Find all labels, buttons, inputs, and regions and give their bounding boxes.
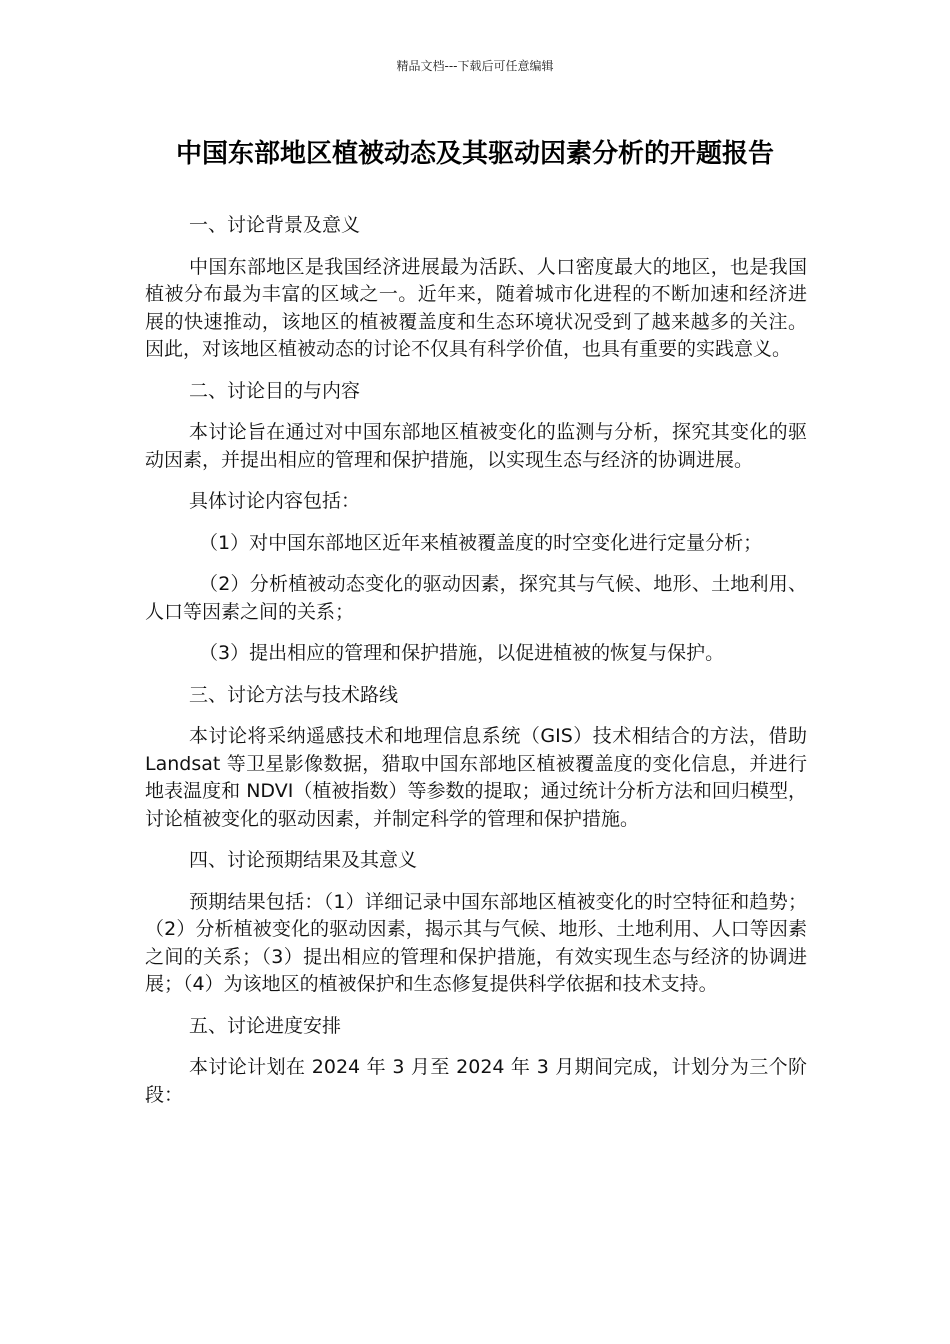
section-heading-methods: 三、讨论方法与技术路线 <box>189 683 399 706</box>
section-heading-purpose: 二、讨论目的与内容 <box>189 379 361 402</box>
paragraph-content-intro: 具体讨论内容包括： <box>189 490 361 512</box>
paragraph-purpose: 本讨论旨在通过对中国东部地区植被变化的监测与分析，探究其变化的驱动因素，并提出相应的管理和保护措施，以实现生态与经济的协调进展。 <box>145 421 807 471</box>
list-item-3: （3）提出相应的管理和保护措施，以促进植被的恢复与保护。 <box>199 642 725 664</box>
document-title: 中国东部地区植被动态及其驱动因素分析的开题报告 <box>175 139 774 169</box>
paragraph-background: 中国东部地区是我国经济进展最为活跃、人口密度最大的地区，也是我国植被分布最为丰富的区域之一。近年来，随着城市化进程的不断加速和经济进展的快速推动，该地区的植被覆盖度和生态环境状况受到了越来越多的关注。因此，对该地区植被动态的讨论不仅具有科学价值，也具有重要的实践意义。 <box>145 255 807 360</box>
page-header: 精品文档---下载后可任意编辑 <box>396 59 554 73</box>
section-heading-results: 四、讨论预期结果及其意义 <box>189 849 418 871</box>
paragraph-methods: 本讨论将采纳遥感技术和地理信息系统（GIS）技术相结合的方法，借助 Landsat 等卫星影像数据，猎取中国东部地区植被覆盖度的变化信息，并进行地表温度和 NDVI（植被指数）等参数的提取；通过统计分析方法和回归模型，讨论植被变化的驱动因素，并制定科学的管理和保护措施。 <box>145 725 807 830</box>
paragraph-schedule: 本讨论计划在 2024 年 3 月至 2024 年 3 月期间完成，计划分为三个阶段： <box>145 1056 807 1106</box>
section-heading-schedule: 五、讨论进度安排 <box>189 1014 342 1037</box>
document-body <box>145 212 807 1123</box>
list-item-2: （2）分析植被动态变化的驱动因素，探究其与气候、地形、土地利用、人口等因素之间的关系； <box>145 573 807 623</box>
list-item-1: （1）对中国东部地区近年来植被覆盖度的时空变化进行定量分析； <box>199 531 763 554</box>
paragraph-results: 预期结果包括：（1）详细记录中国东部地区植被变化的时空特征和趋势；（2）分析植被变化的驱动因素，揭示其与气候、地形、土地利用、人口等因素之间的关系；（3）提出相应的管理和保护措施，有效实现生态与经济的协调进展；（4）为该地区的植被保护和生态修复提供科学依据和技术支持。 <box>145 890 807 995</box>
section-heading-background: 一、讨论背景及意义 <box>189 214 361 236</box>
